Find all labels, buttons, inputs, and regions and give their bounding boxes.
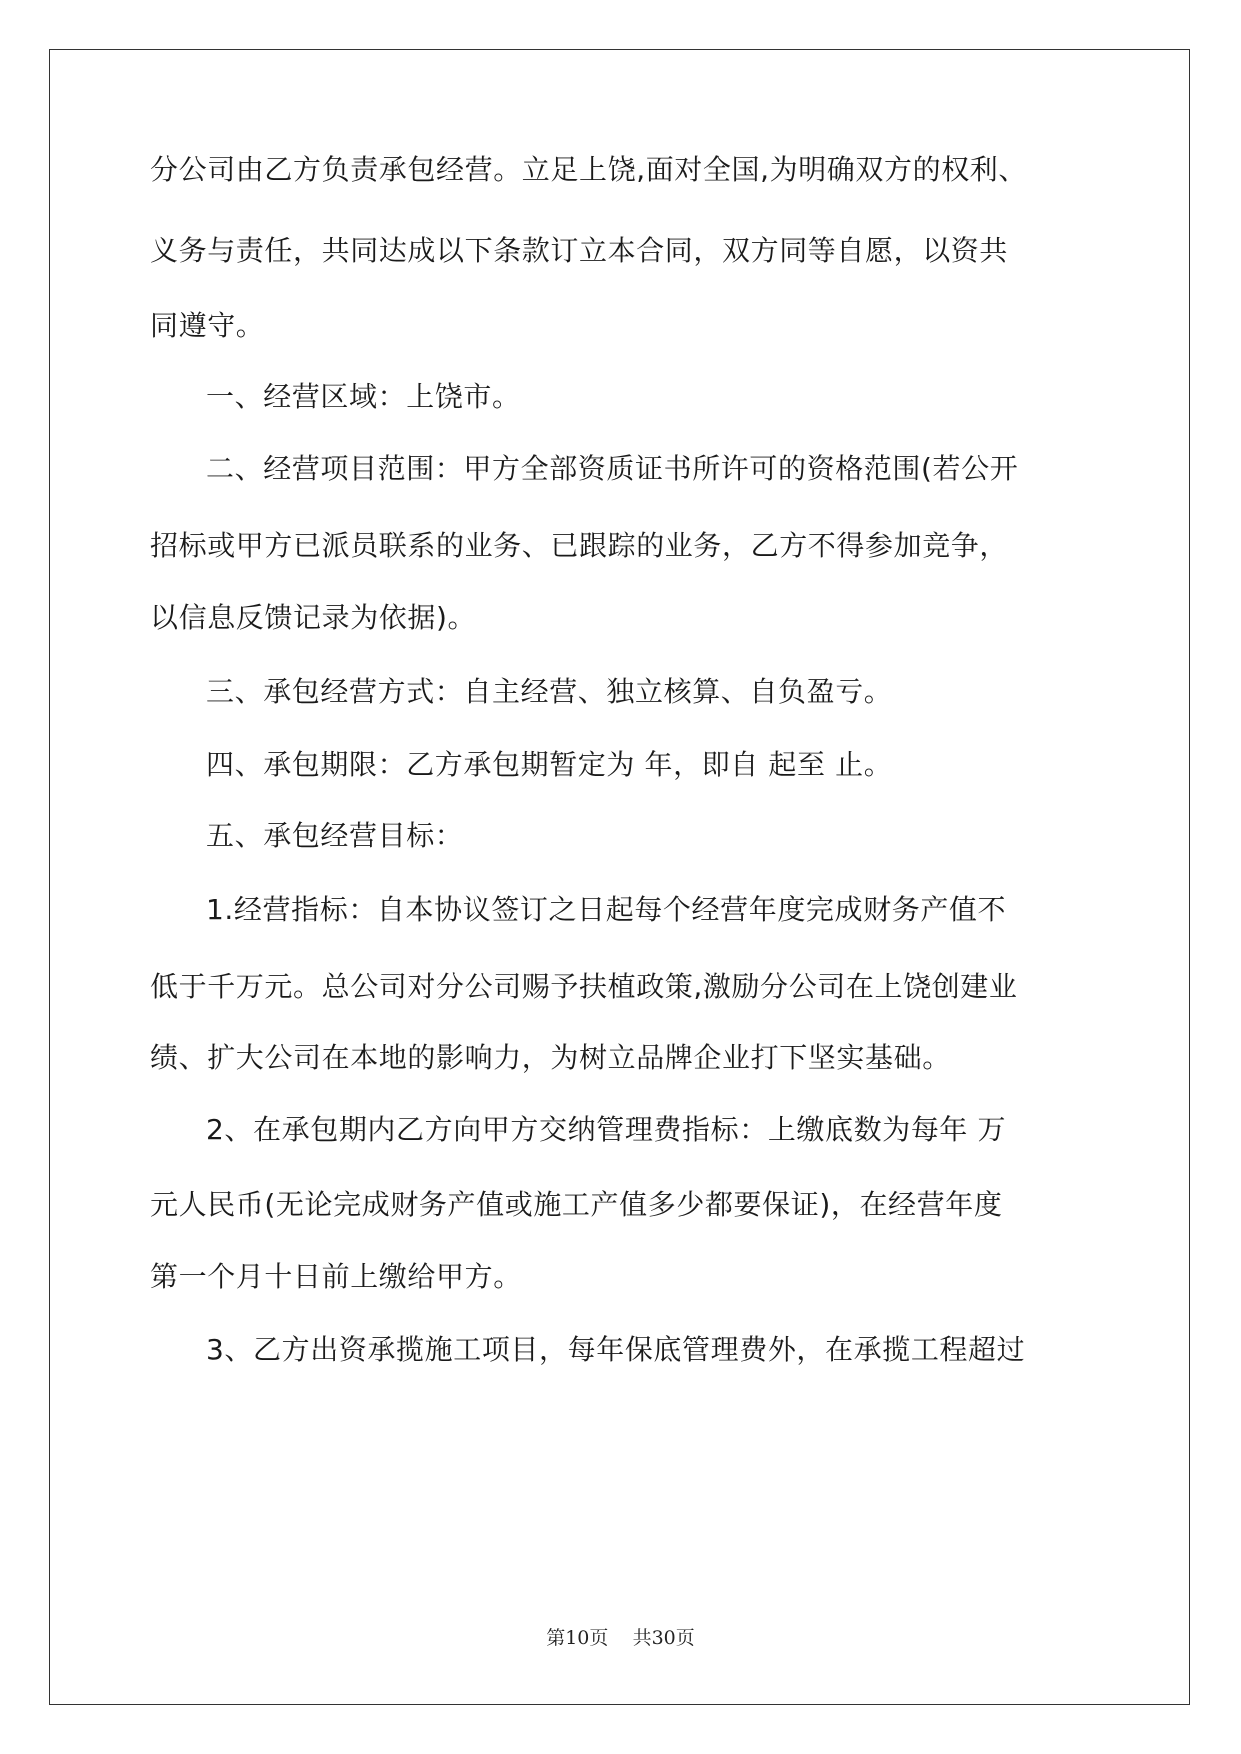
text-line: 第一个月十日前上缴给甲方。 [150,1260,522,1293]
page-border [49,49,1190,1705]
text-line: 一、经营区域：上饶市。 [206,380,521,413]
text-line: 2、在承包期内乙方向甲方交纳管理费指标：上缴底数为每年 万 [206,1113,1007,1146]
text-line: 绩、扩大公司在本地的影响力，为树立品牌企业打下坚实基础。 [150,1041,951,1074]
text-line: 1.经营指标：自本协议签订之日起每个经营年度完成财务产值不 [206,893,1007,926]
text-line: 元人民币(无论完成财务产值或施工产值多少都要保证)，在经营年度 [150,1188,1003,1221]
text-line: 3、乙方出资承揽施工项目，每年保底管理费外，在承揽工程超过 [206,1333,1026,1366]
text-line: 同遵守。 [150,309,265,342]
text-line: 四、承包期限：乙方承包期暂定为 年，即自 起至 止。 [206,748,893,781]
page-footer [0,1623,1241,1650]
page-number: 第10页 [546,1627,609,1649]
text-line: 以信息反馈记录为依据)。 [150,601,477,634]
text-line: 三、承包经营方式：自主经营、独立核算、自负盈亏。 [206,675,893,708]
text-line: 分公司由乙方负责承包经营。立足上饶,面对全国,为明确双方的权利、 [150,153,1028,186]
text-line: 二、经营项目范围：甲方全部资质证书所许可的资格范围(若公开 [206,452,1019,485]
text-line: 五、承包经营目标： [206,819,464,852]
text-line: 义务与责任，共同达成以下条款订立本合同，双方同等自愿，以资共 [150,234,1009,267]
text-line: 低于千万元。总公司对分公司赐予扶植政策,激励分公司在上饶创建业 [150,970,1018,1003]
total-pages: 共30页 [632,1627,695,1649]
text-line: 招标或甲方已派员联系的业务、已跟踪的业务，乙方不得参加竞争， [150,529,1009,562]
